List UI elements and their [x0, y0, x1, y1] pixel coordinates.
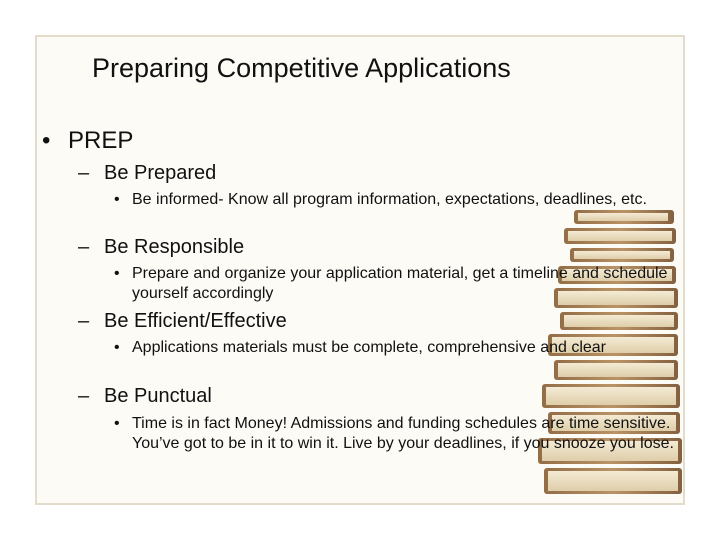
section-detail-responsible: [114, 264, 674, 304]
dash-icon: –: [78, 385, 90, 407]
bullet-icon: •: [42, 127, 51, 154]
bullet-icon: •: [114, 191, 120, 208]
main-bullet-prep: [42, 126, 133, 156]
bullet-icon: •: [114, 415, 120, 432]
section-detail-text: Applications materials must be complete, comprehensive and clear: [132, 339, 607, 356]
section-heading-label: Be Efficient/Effective: [104, 310, 287, 332]
bullet-icon: •: [114, 339, 120, 356]
section-detail-efficient: [114, 338, 674, 358]
main-bullet-label: PREP: [68, 127, 134, 154]
dash-icon: –: [78, 310, 90, 332]
section-heading-label: Be Prepared: [104, 162, 217, 184]
section-heading-label: Be Punctual: [104, 385, 212, 407]
section-detail-text: Time is in fact Money! Admissions and funding schedules are time sensitive. You’ve got to be in it to win it. Live by your deadlines, if you snooze you lose.: [132, 415, 674, 452]
section-heading-label: Be Responsible: [104, 236, 245, 258]
bullet-icon: •: [114, 265, 120, 282]
section-heading-prepared: [78, 160, 216, 186]
section-detail-text: Be informed- Know all program information, expectations, deadlines, etc.: [132, 191, 647, 208]
slide-title: Preparing Competitive Applications: [92, 53, 511, 83]
section-detail-punctual: [114, 414, 674, 454]
dash-icon: –: [78, 236, 90, 258]
dash-icon: –: [78, 162, 90, 184]
section-heading-efficient: [78, 308, 287, 334]
section-heading-responsible: [78, 234, 244, 260]
section-detail-text: Prepare and organize your application material, get a timeline and schedule yourself accordingly: [132, 265, 668, 302]
section-detail-prepared: [114, 190, 674, 210]
section-heading-punctual: [78, 383, 212, 409]
